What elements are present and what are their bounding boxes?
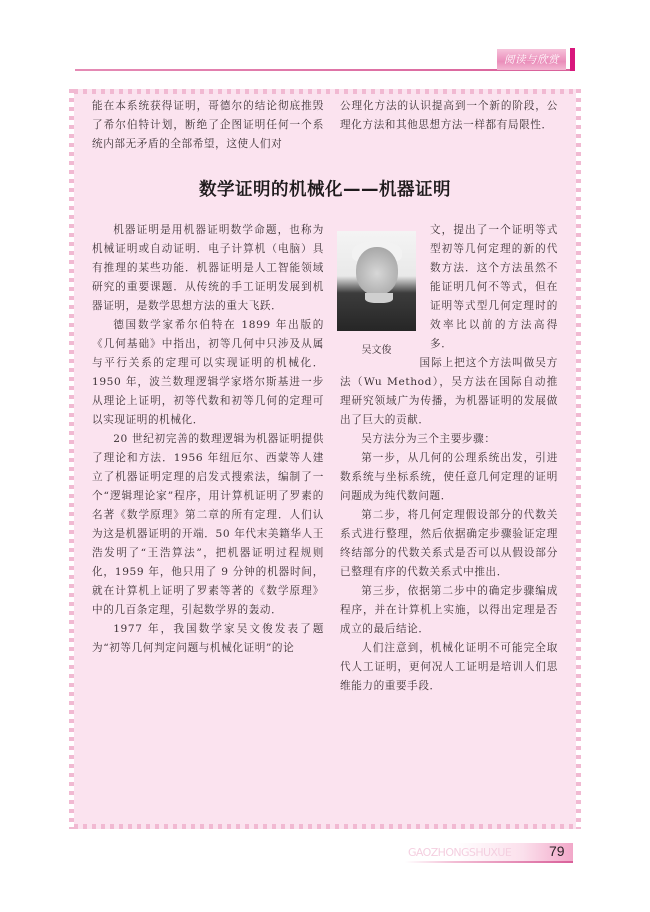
- page-number: 79: [549, 843, 565, 859]
- paragraph: 人们注意到，机械化证明不可能完全取代人工证明，更何况人工证明是培训人们思维能力的重要手段．: [340, 642, 558, 692]
- paragraph: 公理化方法的认识提高到一个新的阶段，公理化方法和其他思想方法一样都有局限性．: [340, 100, 558, 131]
- portrait-photo: [337, 231, 416, 331]
- section-label: 阅读与欣赏: [504, 54, 559, 66]
- photo-collar: [365, 293, 393, 303]
- section-accent-bar: [570, 48, 575, 71]
- continued-text-right: [340, 97, 558, 135]
- photo-caption: 吴文俊: [361, 345, 392, 356]
- dotted-border-top: [74, 89, 576, 94]
- paragraph: 第二步，将几何定理假设部分的代数关系式进行整理，然后依据确定步骤验证定理终结部分的代数关系式是否可以从假设部分已整理有序的代数关系式中推出．: [340, 509, 558, 578]
- paragraph: 1977 年，我国数学家吴文俊发表了题为“初等几何判定问题与机械化证明”的论: [92, 623, 324, 654]
- paragraph: 第一步，从几何的公理系统出发，引进数系统与坐标系统，使任意几何定理的证明问题成为纯代数问题．: [340, 452, 558, 502]
- photo-face: [356, 247, 398, 295]
- right-column-beside-photo: [430, 221, 558, 354]
- paragraph: 吴方法分为三个主要步骤：: [361, 433, 496, 445]
- paragraph: 德国数学家希尔伯特在 1899 年出版的《几何基础》中指出，初等几何中只涉及从属与平行关系的定理可以实现证明的机械化．1950 年，波兰数理逻辑学家塔尔斯基进一步从理论上证明，初等代数和初等几何的定理可以实现证明的机械化．: [92, 319, 324, 426]
- paragraph: 能在本系统获得证明，哥德尔的结论彻底推毁了希尔伯特计划，断绝了企图证明任何一个系统内部无矛盾的全部希望，这使人们对: [92, 100, 324, 150]
- paragraph: 国际上把这个方法叫做吴方法（Wu Method），吴方法在国际自动推理研究领域广为传播，为机器证明的发展做出了巨大的贡献．: [340, 357, 558, 426]
- right-column: [340, 354, 558, 696]
- paragraph: 机器证明是用机器证明数学命题，也称为机械证明或自动证明．电子计算机（电脑）具有推理的某些功能．机器证明是人工智能领域研究的重要课题．从传统的手工证明发展到机器证明，是数学思想方法的重大飞跃．: [92, 224, 324, 312]
- dotted-border-bottom: [74, 824, 576, 829]
- paragraph: 20 世纪初完善的数理逻辑为机器证明提供了理论和方法．1956 年纽厄尔、西蒙等人建立了机器证明定理的启发式搜索法，编制了一个“逻辑理论家”程序，用计算机证明了罗素的名著《数学原理》第二章的所有定理．人们认为这是机器证明的开端．50 年代末美籍华人王浩发明了“王浩算法”，把机器证明过程规则化，1959 年，他只用了 9 分钟的机器时间，就在计算机上证明了罗素等著的《数学原理》中的几百条定理，引起数学界的轰动．: [92, 433, 324, 616]
- paragraph: 第三步，依据第二步中的确定步骤编成程序，并在计算机上实施，以得出定理是否成立的最后结论．: [340, 585, 558, 635]
- footer-rule: [405, 861, 573, 863]
- continued-text-left: [92, 97, 324, 154]
- paragraph: 文，提出了一个证明等式型初等几何定理的新的代数方法．这个方法虽然不能证明几何不等式，但在证明等式型几何定理时的效率比以前的方法高得多．: [430, 224, 558, 350]
- left-column: [92, 221, 324, 658]
- section-tab: [497, 49, 566, 70]
- article-title: 数学证明的机械化——机器证明: [199, 180, 451, 200]
- footer-brand: GAOZHONGSHUXUE: [408, 846, 512, 859]
